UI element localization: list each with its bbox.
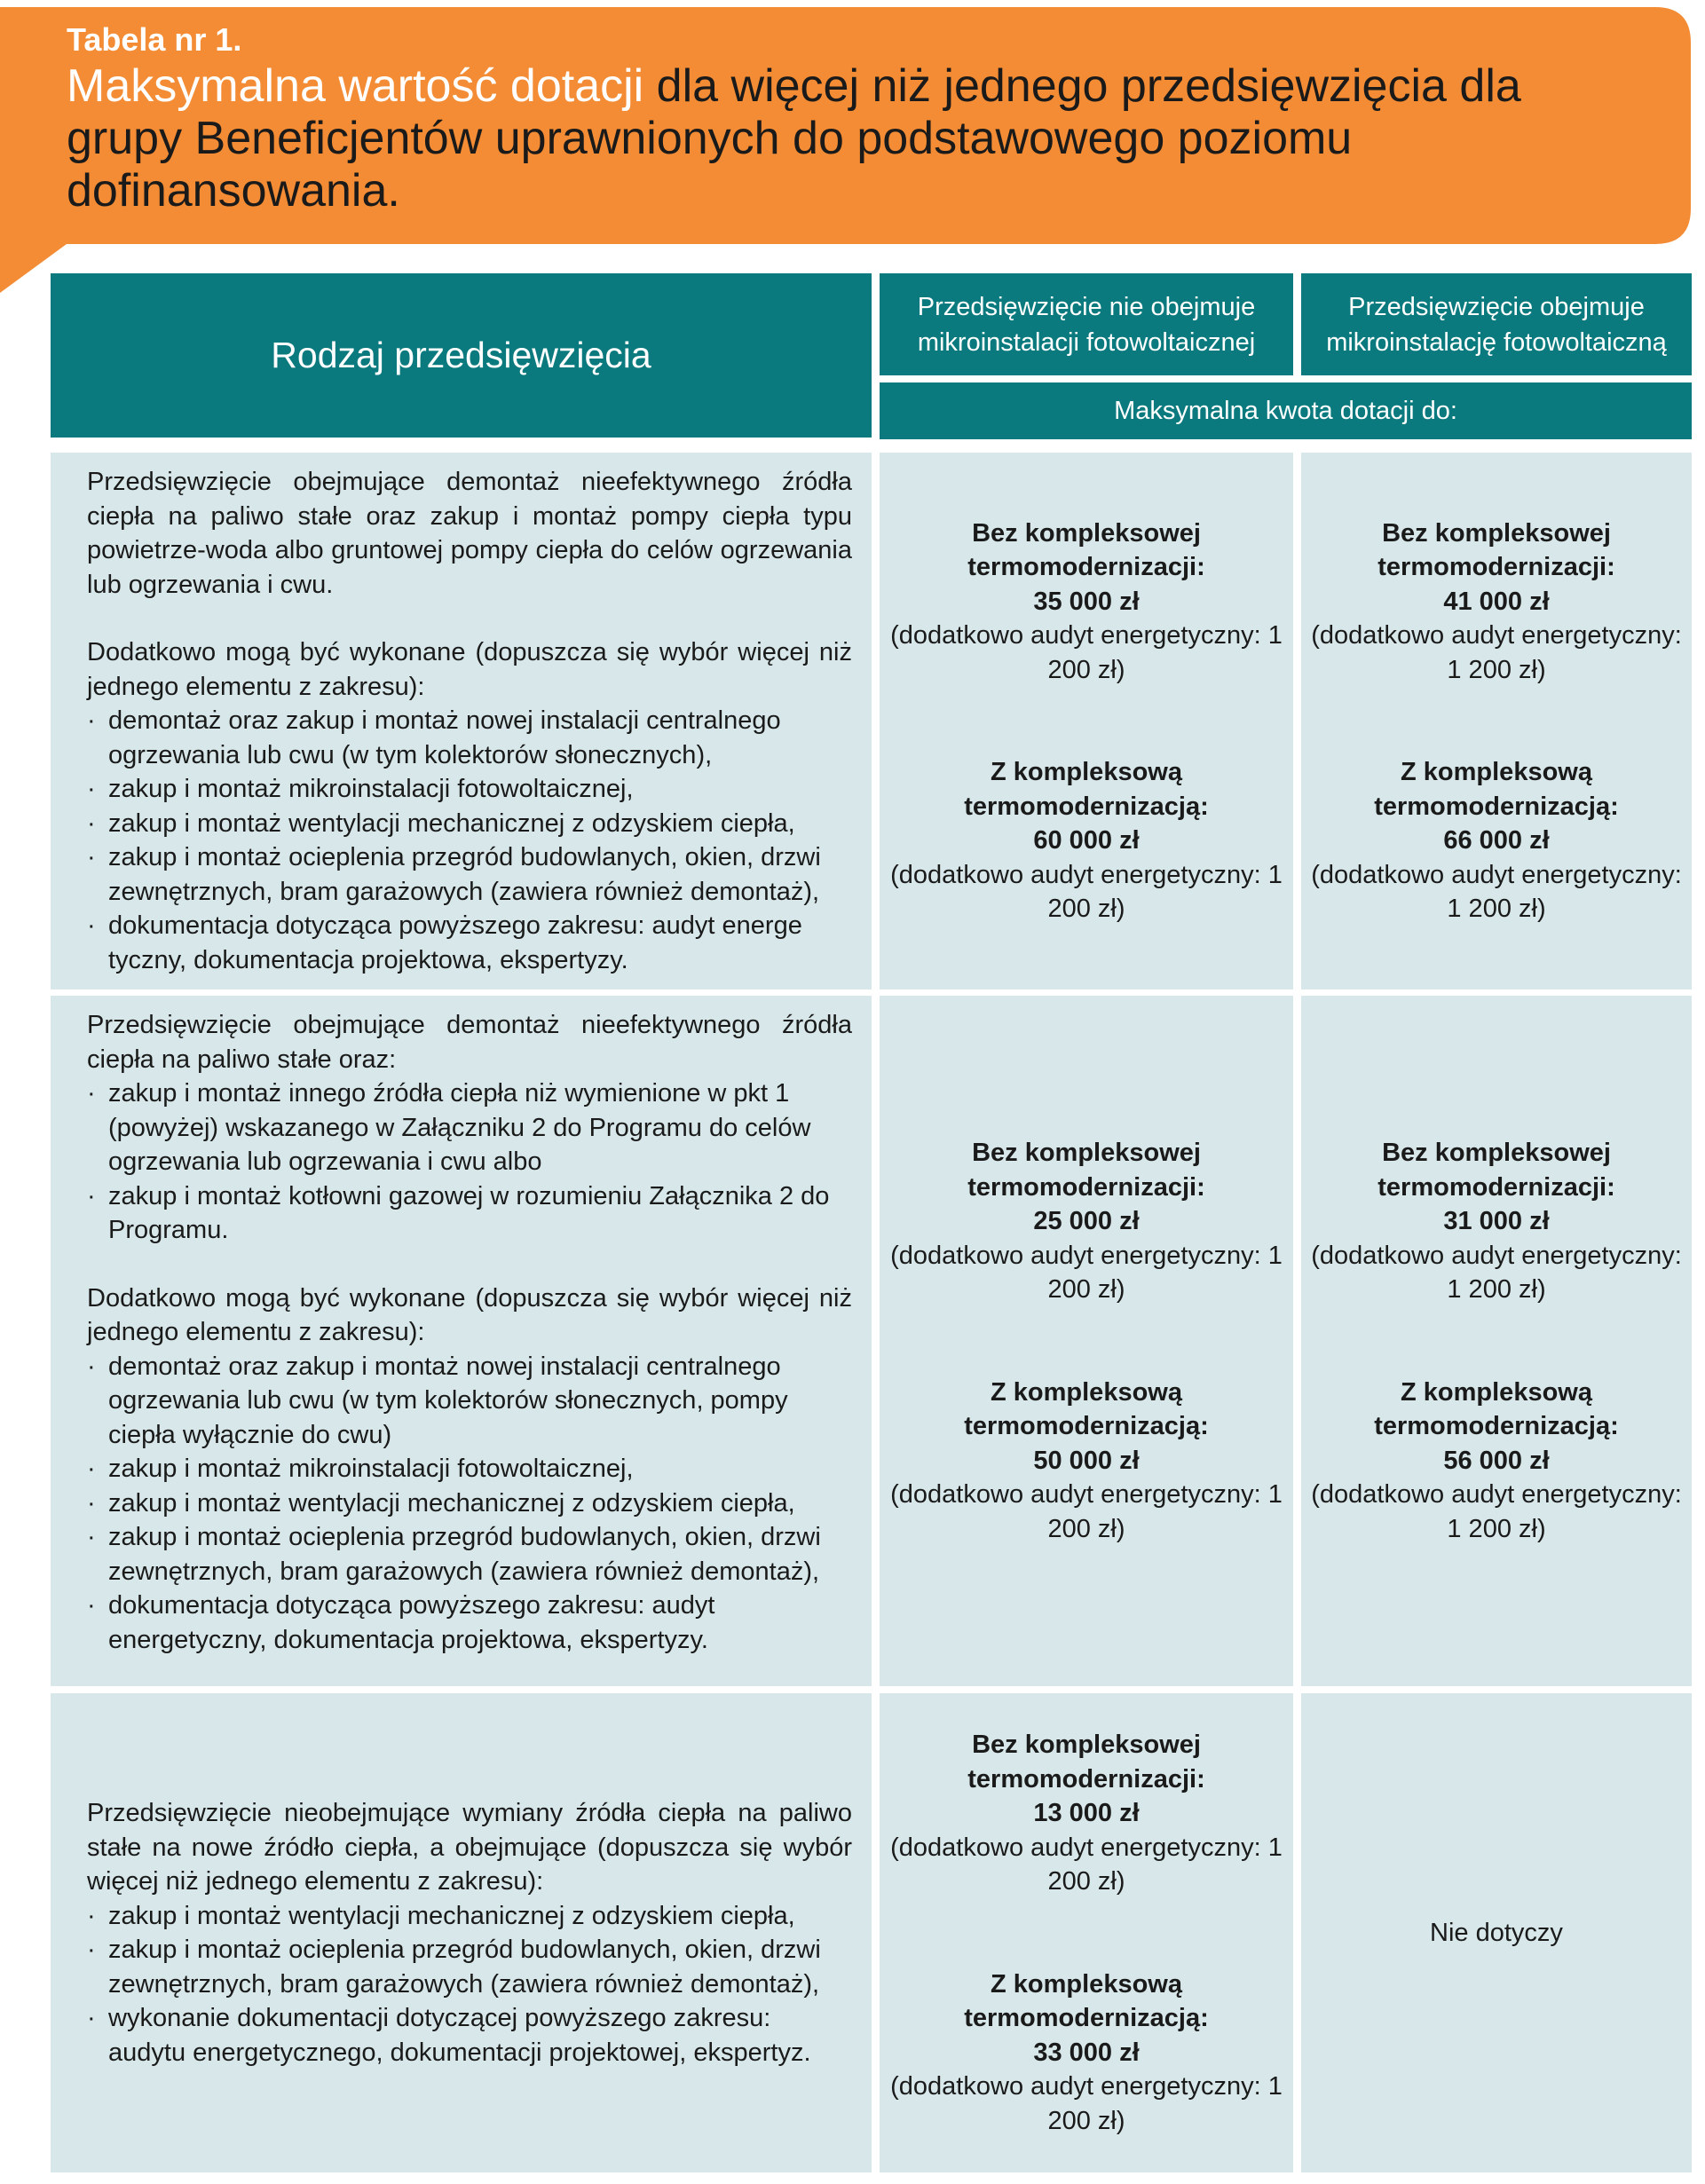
without-amount: 41 000 zł — [1443, 587, 1550, 616]
with-label: Z kompleksową termomodernizacją: — [964, 1377, 1209, 1440]
list-item: · zakup i montaż mikroinstalacji fotowoltaicznej, — [87, 772, 852, 807]
table-title — [67, 60, 1593, 217]
row-3-items — [87, 1899, 852, 2070]
row-1-extra: Dodatkowo mogą być wykonane (dopuszcza się wybór więcej niż jednego elementu z zakresu): — [87, 638, 852, 701]
title-banner — [0, 0, 1705, 293]
header-pv: Przedsięwzięcie obejmuje mikroinstalację fotowoltaiczną — [1301, 273, 1692, 375]
row-1-items — [87, 704, 852, 977]
with-amount: 33 000 zł — [1033, 2038, 1140, 2067]
without-amount: 35 000 zł — [1033, 587, 1140, 616]
list-item: · zakup i montaż wentylacji mechanicznej z odzyskiem ciepła, — [87, 1486, 852, 1521]
row-2-intro-items — [87, 1076, 852, 1248]
header-no-pv: Przedsięwzięcie nie obejmuje mikroinstalacji fotowoltaicznej — [880, 273, 1293, 375]
audit-note: (dodatkowo audyt energetyczny: 1 200 zł) — [1311, 1480, 1682, 1543]
with-amount: 50 000 zł — [1033, 1446, 1140, 1475]
list-item: · zakup i montaż wentylacji mechanicznej z odzyskiem ciepła, — [87, 1899, 852, 1934]
header-type: Rodzaj przedsięwzięcia — [51, 273, 872, 438]
row-2-no-pv-amounts — [880, 996, 1293, 1686]
with-amount: 56 000 zł — [1443, 1446, 1550, 1475]
with-amount: 66 000 zł — [1443, 826, 1550, 855]
audit-note: (dodatkowo audyt energetyczny: 1 200 zł) — [890, 2072, 1283, 2135]
list-item: · zakup i montaż mikroinstalacji fotowoltaicznej, — [87, 1452, 852, 1486]
row-3-description — [51, 1693, 872, 2172]
title-rest: dla więcej niż jednego przedsięwzięcia dla grupy Beneficjentów uprawnionych do podstawowego poziomu dofinansowania. — [67, 60, 1521, 217]
list-item: · zakup i montaż innego źródła ciepła niż wymienione w pkt 1 (powyżej) wskazanego w Załączniku 2 do Programu do celów ogrzewania lub ogrzewania i cwu albo — [87, 1076, 852, 1179]
without-label: Bez kompleksowej termomodernizacji: — [967, 1731, 1205, 1794]
without-label: Bez kompleksowej termomodernizacji: — [1377, 1139, 1615, 1202]
without-label: Bez kompleksowej termomodernizacji: — [967, 518, 1205, 581]
list-item: · dokumentacja dotycząca powyższego zakresu: audyt energetyczny, dokumentacja projektowa, ekspertyzy. — [87, 1589, 852, 1657]
without-label: Bez kompleksowej termomodernizacji: — [1377, 518, 1615, 581]
audit-note: (dodatkowo audyt energetyczny: 1 200 zł) — [1311, 860, 1682, 923]
row-2-description — [51, 996, 872, 1686]
list-item: · demontaż oraz zakup i montaż nowej instalacji centralnego ogrzewania lub cwu (w tym kolektorów słonecznych), — [87, 704, 852, 772]
row-2-extra: Dodatkowo mogą być wykonane (dopuszcza się wybór więcej niż jednego elementu z zakresu): — [87, 1283, 852, 1346]
list-item: · demontaż oraz zakup i montaż nowej instalacji centralnego ogrzewania lub cwu (w tym kolektorów słonecznych, pompy ciepła wyłącznie do cwu) — [87, 1350, 852, 1453]
audit-note: (dodatkowo audyt energetyczny: 1 200 zł) — [890, 621, 1283, 684]
row-3-no-pv-amounts — [880, 1693, 1293, 2172]
title-highlight: Maksymalna wartość dotacji — [67, 60, 644, 112]
list-item: · wykonanie dokumentacji dotyczącej powyższego zakresu: audytu energetycznego, dokumentacji projektowej, ekspertyz. — [87, 2001, 852, 2070]
without-label: Bez kompleksowej termomodernizacji: — [967, 1139, 1205, 1202]
with-label: Z kompleksową termomodernizacją: — [964, 758, 1209, 821]
row-1-description — [51, 453, 872, 990]
audit-note: (dodatkowo audyt energetyczny: 1 200 zł) — [1311, 621, 1682, 684]
with-amount: 60 000 zł — [1033, 826, 1140, 855]
list-item: · zakup i montaż kotłowni gazowej w rozumieniu Załącznika 2 do Programu. — [87, 1179, 852, 1248]
list-item: · dokumentacja dotycząca powyższego zakresu: audyt energe tyczny, dokumentacja projektowa, ekspertyzy. — [87, 909, 852, 977]
row-3-intro: Przedsięwzięcie nieobejmujące wymiany źródła ciepła na paliwo stałe na nowe źródło ciepła, a obejmujące (dopuszcza się wybór więcej niż jednego elementu z zakresu): — [87, 1799, 852, 1896]
without-amount: 31 000 zł — [1443, 1207, 1550, 1235]
row-1-intro: Przedsięwzięcie obejmujące demontaż nieefektywnego źródła ciepła na paliwo stałe oraz zakup i montaż pompy ciepła typu powietrze-woda albo gruntowej pompy ciepła do celów ogrzewania lub ogrzewania i cwu. — [87, 468, 852, 599]
audit-note: (dodatkowo audyt energetyczny: 1 200 zł) — [890, 1241, 1283, 1304]
audit-note: (dodatkowo audyt energetyczny: 1 200 zł) — [890, 860, 1283, 923]
row-2-items — [87, 1350, 852, 1658]
with-label: Z kompleksową termomodernizacją: — [1374, 758, 1619, 821]
list-item: · zakup i montaż ocieplenia przegród budowlanych, okien, drzwi zewnętrznych, bram garażowych (zawiera również demontaż), — [87, 1933, 852, 2001]
table-number: Tabela nr 1. — [67, 21, 242, 58]
row-1-no-pv-amounts — [880, 453, 1293, 990]
audit-note: (dodatkowo audyt energetyczny: 1 200 zł) — [890, 1833, 1283, 1896]
list-item: · zakup i montaż ocieplenia przegród budowlanych, okien, drzwi zewnętrznych, bram garażowych (zawiera również demontaż), — [87, 1520, 852, 1589]
without-amount: 13 000 zł — [1033, 1799, 1140, 1827]
without-amount: 25 000 zł — [1033, 1207, 1140, 1235]
header-max-amount: Maksymalna kwota dotacji do: — [880, 382, 1692, 439]
row-2-intro: Przedsięwzięcie obejmujące demontaż nieefektywnego źródła ciepła na paliwo stałe oraz: — [87, 1011, 852, 1074]
with-label: Z kompleksową termomodernizacją: — [964, 1969, 1209, 2032]
row-2-pv-amounts — [1301, 996, 1692, 1686]
audit-note: (dodatkowo audyt energetyczny: 1 200 zł) — [1311, 1241, 1682, 1304]
row-3-pv-not-applicable: Nie dotyczy — [1301, 1693, 1692, 2172]
list-item: · zakup i montaż ocieplenia przegród budowlanych, okien, drzwi zewnętrznych, bram garażowych (zawiera również demontaż), — [87, 840, 852, 909]
audit-note: (dodatkowo audyt energetyczny: 1 200 zł) — [890, 1480, 1283, 1543]
with-label: Z kompleksową termomodernizacją: — [1374, 1377, 1619, 1440]
list-item: · zakup i montaż wentylacji mechanicznej z odzyskiem ciepła, — [87, 807, 852, 841]
row-1-pv-amounts — [1301, 453, 1692, 990]
